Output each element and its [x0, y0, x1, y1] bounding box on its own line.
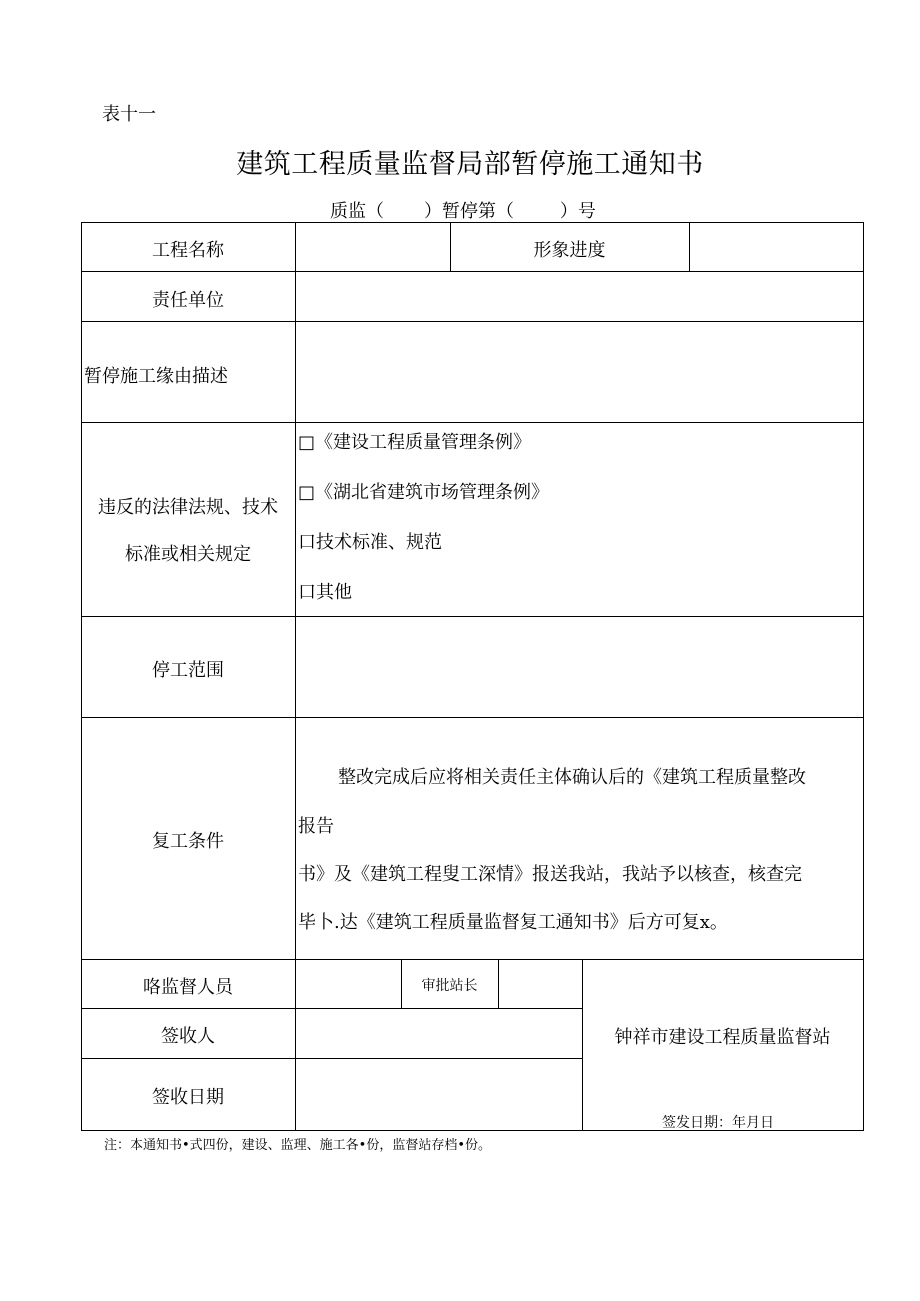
reason-label: 暂停施工缘由描述 [84, 366, 228, 387]
violation-label-line2: 标准或相关规定 [125, 544, 251, 565]
resume-text-line: 整改完成后应将相关责任主体确认后的《建筑工程质量整改 [338, 767, 806, 788]
violation-option-technical-standard[interactable]: 口技术标准、规范 [298, 532, 442, 553]
table-border-top [81, 222, 864, 223]
document-number-line: 质监（ ）暂停第（ ）号 [330, 201, 596, 222]
table-border-right [863, 222, 864, 1131]
row-divider [81, 1058, 582, 1059]
footnote: 注：本通知书•式四份，建设、监理、施工各•份，监督站存档•份。 [104, 1138, 492, 1153]
resume-text-line: 书》及《建筑工程叟工深情》报送我站，我站予以核查，核查完 [298, 864, 802, 885]
row-divider [81, 717, 864, 718]
issue-date: 签发日期：年月日 [662, 1115, 774, 1131]
column-divider [295, 222, 296, 1131]
project-name-label: 工程名称 [152, 240, 224, 261]
resume-text-line: 报告 [298, 816, 334, 837]
approver-label: 审批站长 [421, 978, 478, 994]
column-divider [498, 959, 499, 1009]
row-divider [81, 959, 864, 960]
row-divider [81, 321, 864, 322]
receiver-label: 签收人 [161, 1026, 215, 1047]
responsible-unit-label: 责任单位 [152, 290, 224, 311]
row-divider [81, 1008, 582, 1009]
violation-option-other[interactable]: 口其他 [298, 582, 352, 603]
violation-option-regulation[interactable]: □《建设工程质量管理条例》 [298, 432, 532, 453]
receive-date-label: 签收日期 [152, 1087, 224, 1108]
violation-option-hubei-market[interactable]: □《湖北省建筑市场管理条例》 [298, 482, 550, 503]
row-divider [81, 616, 864, 617]
document-title: 建筑工程质量监督局部暂停施工通知书 [236, 149, 704, 180]
supervisor-label: 咯监督人员 [143, 977, 233, 998]
row-divider [81, 271, 864, 272]
resume-text-line: 毕卜.达《建筑工程质量监督复工通知书》后方可复x。 [298, 912, 728, 933]
violation-label-line1: 违反的法律法规、技术 [98, 497, 278, 518]
resume-label: 复工条件 [152, 831, 224, 852]
scope-label: 停工范围 [152, 660, 224, 681]
row-divider [81, 422, 864, 423]
progress-label: 形象进度 [533, 240, 606, 261]
column-divider [689, 222, 690, 272]
station-name: 钟祥市建设工程质量监督站 [614, 1027, 831, 1048]
table-label: 表十一 [102, 104, 156, 125]
